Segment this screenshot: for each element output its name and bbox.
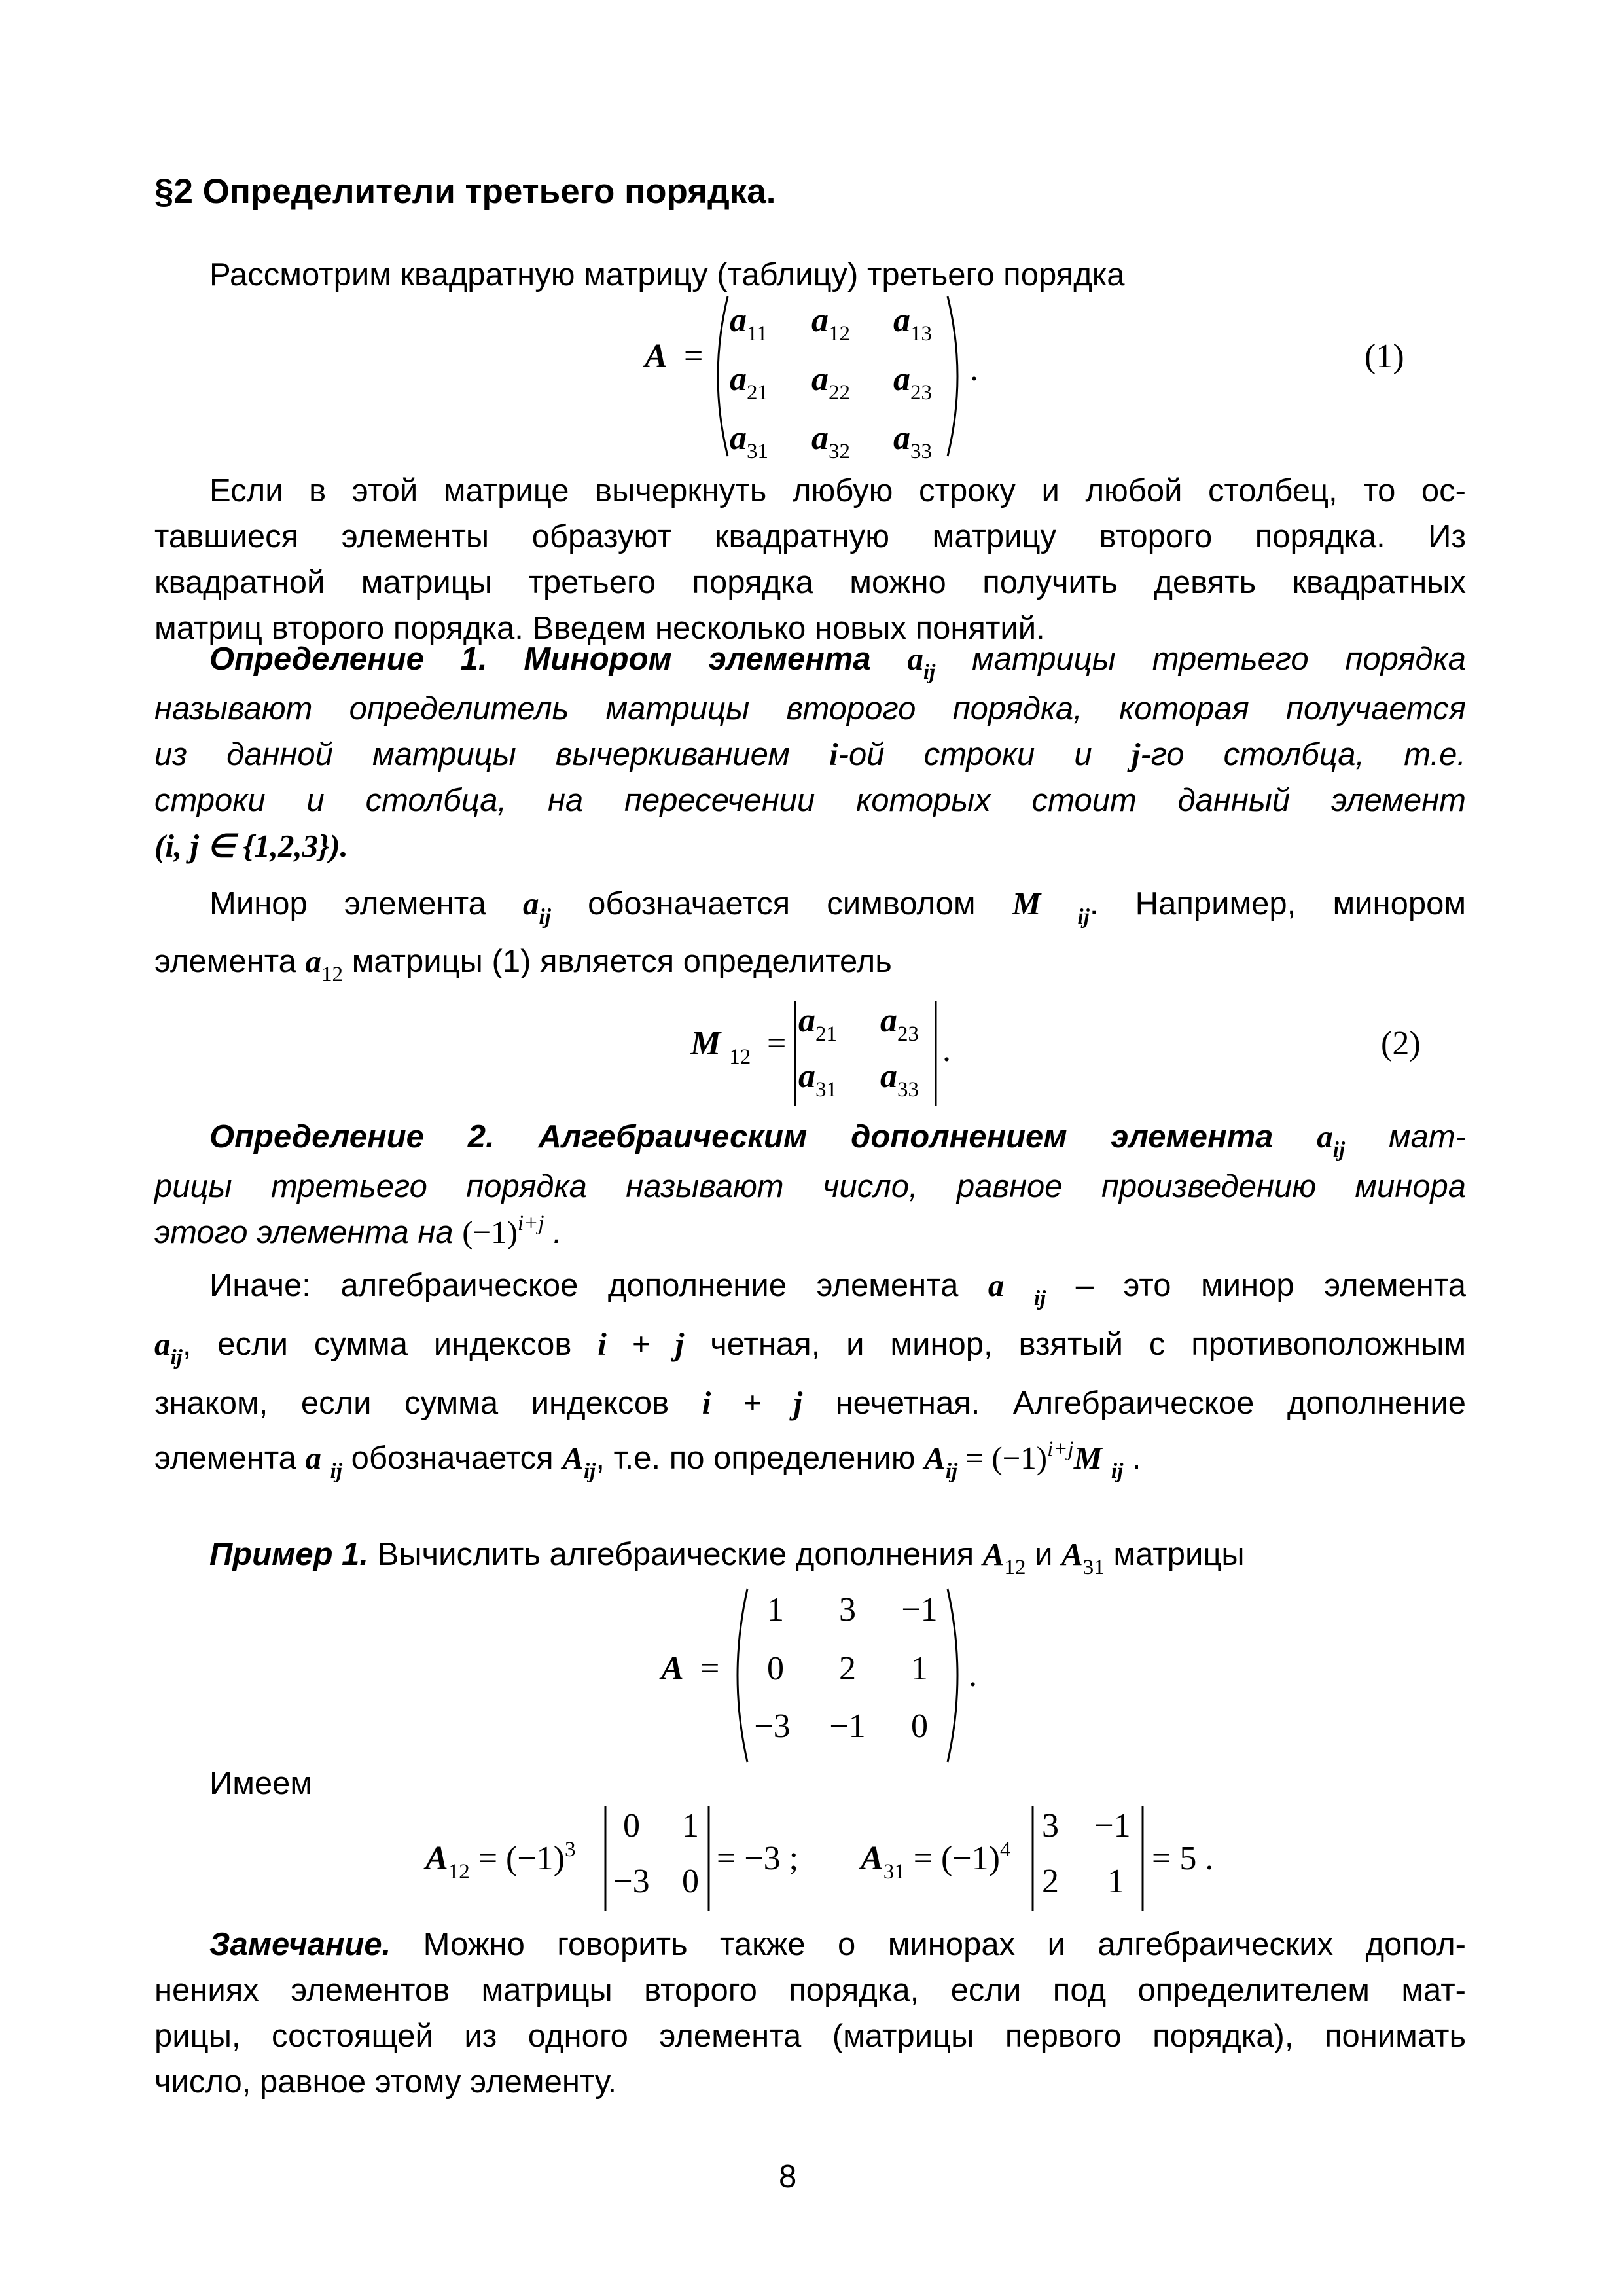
eq2-cell-31: $a_{31}$ <box>798 1058 837 1102</box>
eq1-cell-21: $a_{21}$ <box>730 361 768 404</box>
eq1-cell-13: $a_{13}$ <box>893 302 932 346</box>
eq3-cell-23: 1 <box>911 1650 928 1687</box>
eq3-dot: . <box>969 1657 977 1694</box>
example-1: Пример 1. Вычислить алгебраические дополнения $A_{12}$ и $A_{31}$ матрицы <box>209 1536 1245 1579</box>
have-text: Имеем <box>209 1766 313 1801</box>
page-number: 8 <box>779 2159 797 2195</box>
eq3-cell-33: 0 <box>911 1708 928 1745</box>
remark: Замечание. Можно говорить также о минорах и алгебраических допол- нениях элементов матрицы второго порядка, если под определителем мат- рицы, состоящей из одного элемента (матрицы первого порядка), понимать число, равное этому элементу. <box>154 1927 1466 2100</box>
section-heading: §2 Определители третьего порядка. <box>154 172 776 211</box>
eq4-det1-22: 0 <box>682 1863 699 1900</box>
example-label: Пример 1. <box>209 1537 369 1572</box>
eq1-dot: . <box>970 351 978 388</box>
eq1-equals: = <box>684 338 704 375</box>
eq1-cell-22: $a_{22}$ <box>812 361 850 404</box>
eq2-cell-23: $a_{23}$ <box>880 1002 919 1046</box>
minor-paragraph: Минор элемента $a_{ij}$ обозначается символом M $_{ij}$. Например, минором элемента $a_{12}$ матрицы (1) является определитель <box>154 886 1467 986</box>
eq3-cell-31: −3 <box>754 1708 791 1745</box>
eq4-det2-22: 1 <box>1107 1863 1124 1900</box>
eq1-number: (1) <box>1364 338 1404 375</box>
eq4-det2-21: 2 <box>1042 1863 1059 1900</box>
intro-paragraph: Рассмотрим квадратную матрицу (таблицу) третьего порядка <box>209 257 1125 293</box>
remark-label: Замечание. <box>209 1927 391 1962</box>
eq4-det2-12: −1 <box>1094 1807 1131 1844</box>
eq3-cell-22: 2 <box>839 1650 856 1687</box>
eq4-det2-11: 3 <box>1042 1807 1059 1844</box>
eq3-cell-12: 3 <box>839 1591 856 1628</box>
eq3-equals: = <box>700 1650 720 1687</box>
eq2-dot: . <box>942 1031 951 1069</box>
eq4-result-1: = −3 ; <box>717 1840 799 1877</box>
eq4-det1-11: 0 <box>623 1807 640 1844</box>
definition-1: Определение 1. Минором элемента $a_{ij}$ матрицы третьего порядка называют определитель матрицы второго порядка, которая получается из данной матрицы вычеркиванием i-ой строки и j-го столбца, т.е. строки и столбца, на пересечении которых стоит данный элемент (i, j ∈ {1,2,3}). <box>154 641 1467 864</box>
eq2-equals: = <box>767 1025 787 1062</box>
eq3-cell-13: −1 <box>901 1591 938 1628</box>
otherwise-paragraph: Иначе: алгебраическое дополнение элемента a $_{ij}$ – это минор элемента $a_{ij}$, если сумма индексов i + j четная, и минор, взятый с противоположным знаком, если сумма индексов i + j нечетная. Алгебраическое дополнение элемента a $_{ij}$ обозначается $A_{ij}$, т.е. по определению $A_{ij} = (-1)^{i+j}M$ $_{ij}$ . <box>154 1267 1467 1483</box>
eq3-cell-32: −1 <box>829 1708 866 1745</box>
eq1-cell-33: $a_{33}$ <box>893 420 932 463</box>
eq3-cell-11: 1 <box>767 1591 784 1628</box>
def1-term: Минором элемента <box>524 641 871 677</box>
eq1-cell-11: $a_{11}$ <box>730 302 768 346</box>
def1-label: Определение 1. <box>209 641 488 677</box>
eq4-a12: $A_{12} = (-1)^3$ <box>425 1838 576 1884</box>
eq3-cell-21: 0 <box>767 1650 784 1687</box>
eq4-a31: $A_{31} = (-1)^4$ <box>861 1838 1011 1884</box>
eq1-cell-31: $a_{31}$ <box>730 420 768 463</box>
definition-2: Определение 2. Алгебраическим дополнением элемента $a_{ij}$ мат- рицы третьего порядка называют число, равное произведению минора этого элемента на $(-1)^{i+j}$ . <box>154 1119 1466 1250</box>
eq2-lhs: M $_{12}$ <box>690 1025 751 1069</box>
eq2-cell-33: $a_{33}$ <box>880 1058 919 1102</box>
eq1-cell-23: $a_{23}$ <box>893 361 932 404</box>
eq1-cell-12: $a_{12}$ <box>812 302 850 346</box>
eq2-cell-21: $a_{21}$ <box>798 1002 837 1046</box>
paragraph-2: Если в этой матрице вычеркнуть любую строку и любой столбец, то ос- тавшиеся элементы образуют квадратную матрицу второго порядка. Из квадратной матрицы третьего порядка можно получить девять квадратных матриц второго порядка. Введем несколько новых понятий. <box>154 473 1466 646</box>
eq4-det1-12: 1 <box>682 1807 699 1844</box>
eq2-number: (2) <box>1381 1025 1421 1062</box>
eq3-lhs: A <box>661 1650 684 1687</box>
eq1-lhs: A <box>645 338 668 375</box>
def2-label: Определение 2. <box>209 1119 495 1155</box>
def2-term: Алгебраическим дополнением элемента <box>538 1119 1274 1155</box>
eq4-result-2: = 5 . <box>1152 1840 1214 1877</box>
eq4-det1-21: −3 <box>613 1863 650 1900</box>
eq1-cell-32: $a_{32}$ <box>812 420 850 463</box>
